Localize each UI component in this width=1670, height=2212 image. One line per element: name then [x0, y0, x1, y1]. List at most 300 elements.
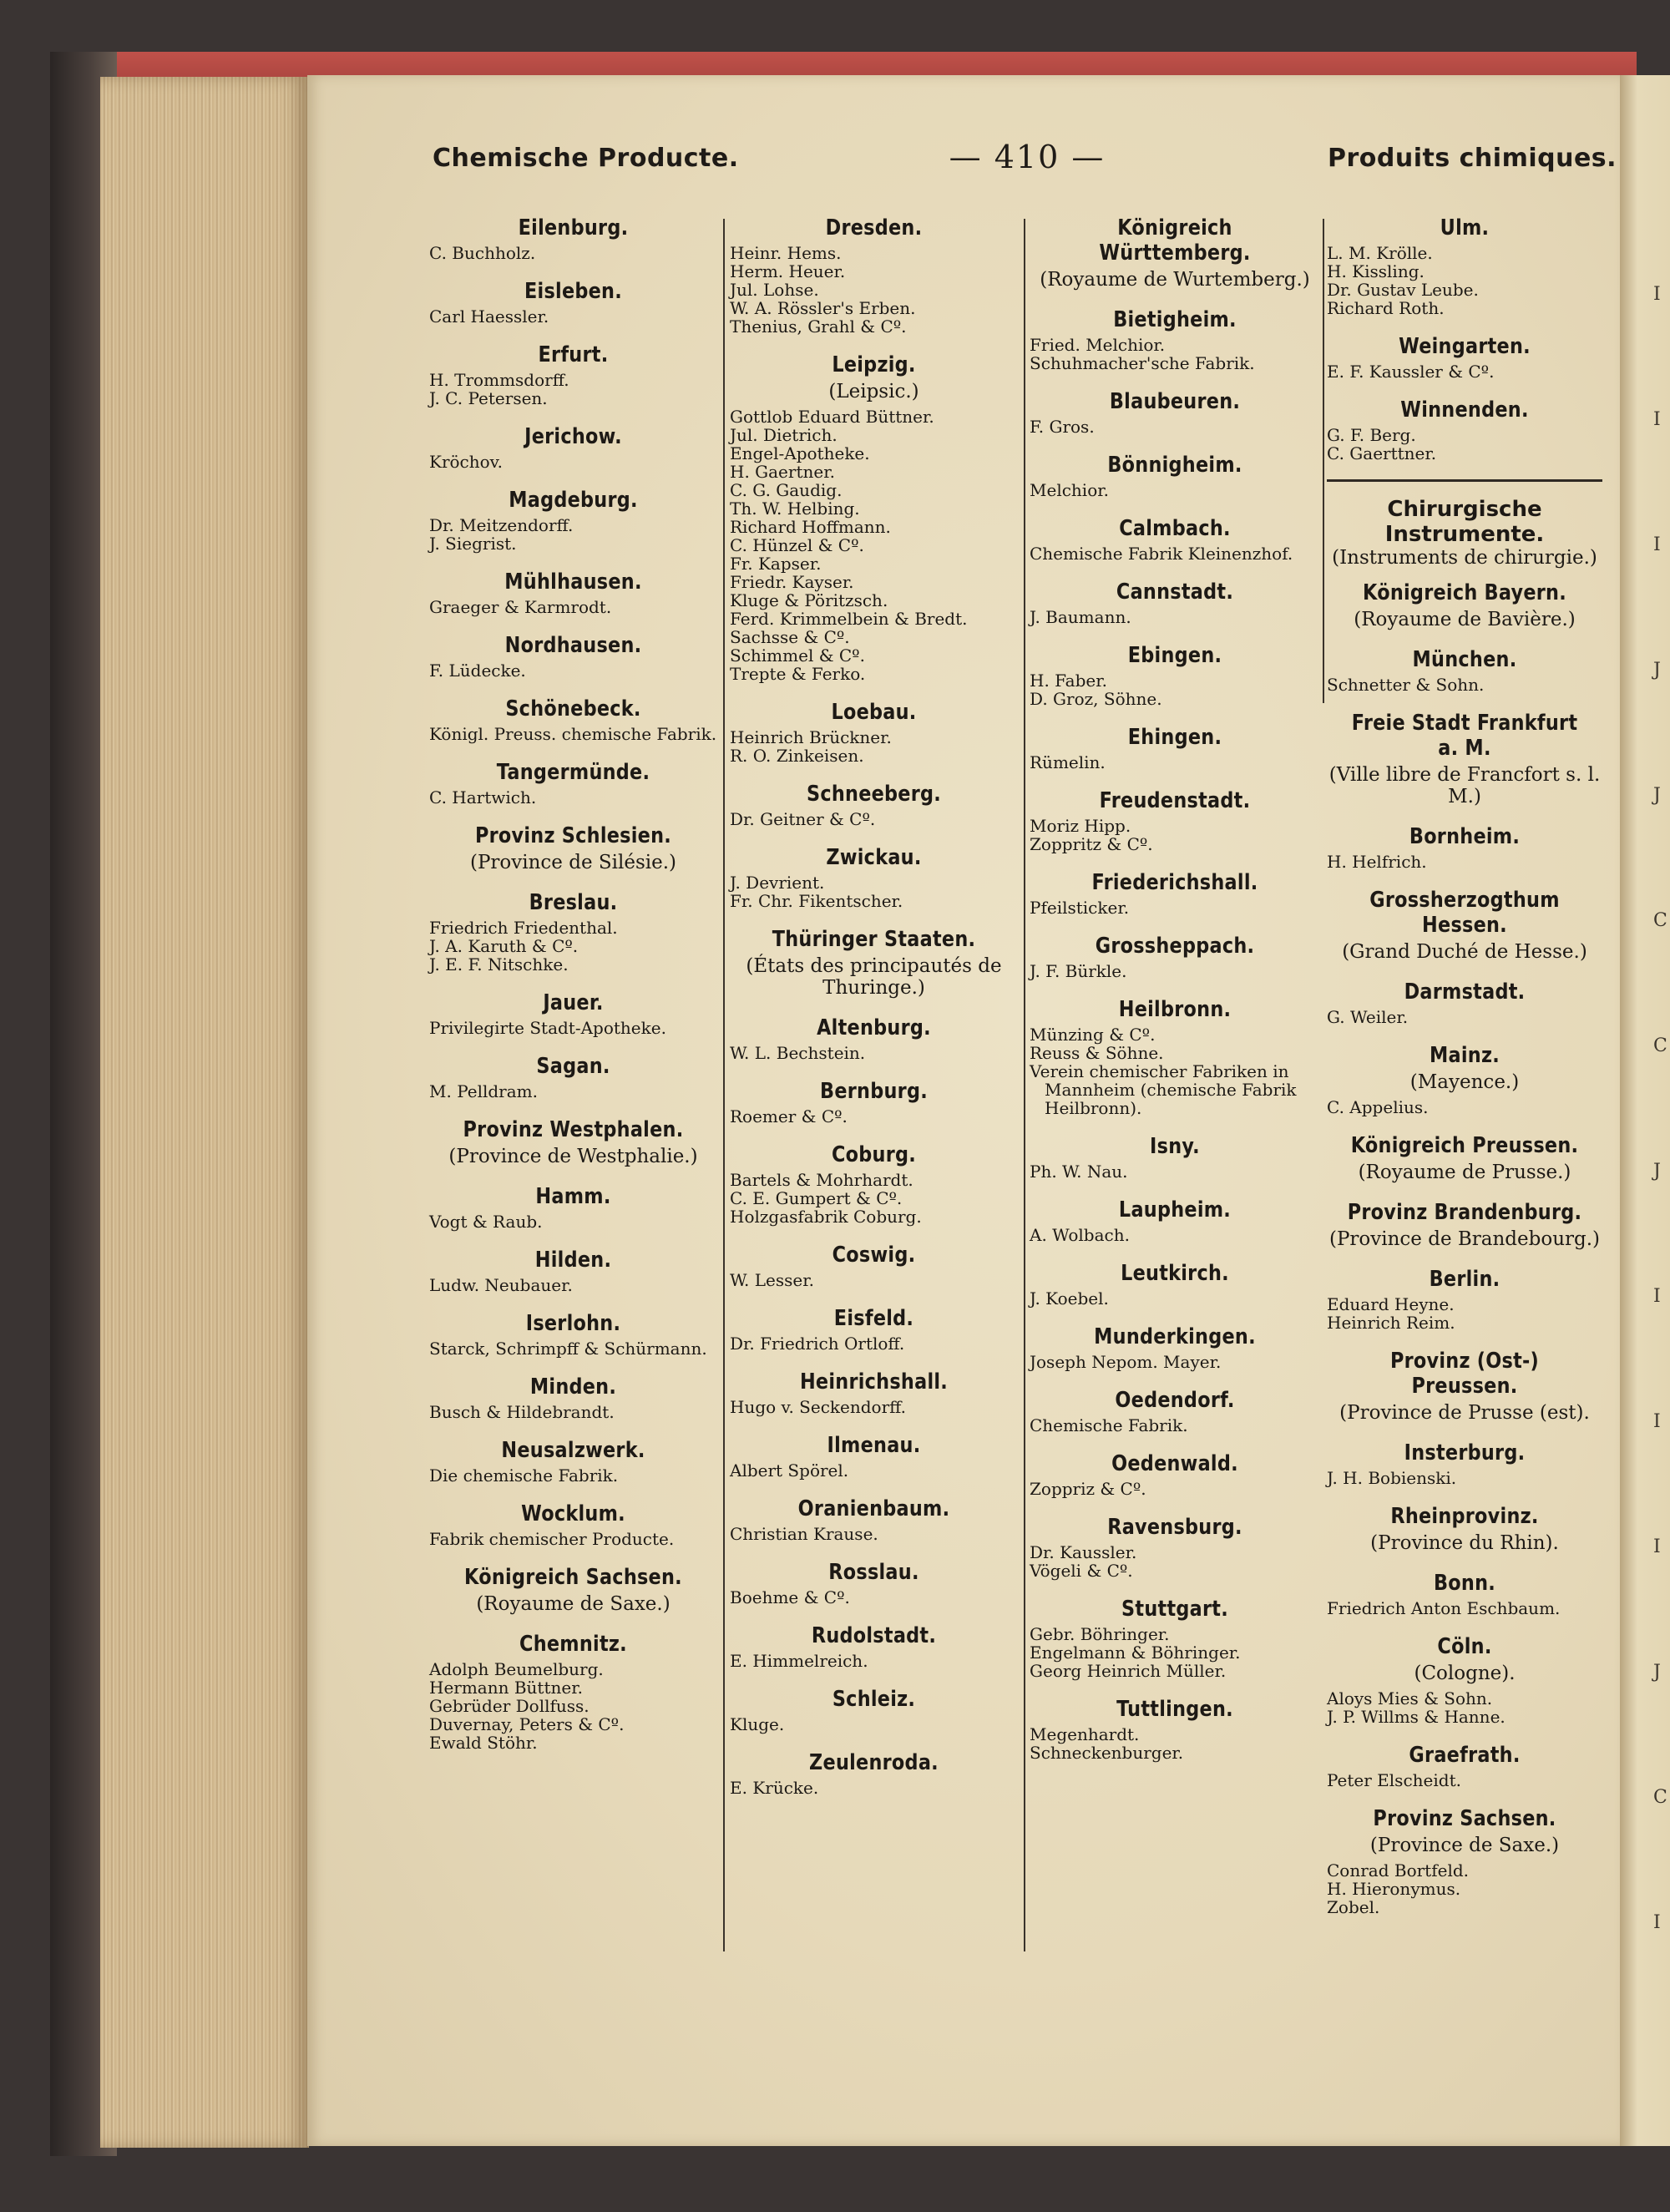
directory-section — [429, 1501, 717, 1548]
place-heading: Blaubeuren. — [1109, 389, 1241, 414]
firm-entry: Friedr. Kayser. — [730, 572, 854, 592]
directory-section — [1327, 1043, 1602, 1116]
place-heading: Ebingen. — [1127, 643, 1222, 668]
directory-section — [429, 990, 717, 1037]
place-subheading: (Province de Saxe.) — [1369, 1835, 1560, 1856]
firm-entry: Boehme & Cº. — [730, 1587, 850, 1607]
directory-section — [1030, 870, 1320, 917]
firm-entry: Dr. Meitzendorff. — [429, 515, 574, 535]
place-heading: Sagan. — [536, 1054, 610, 1079]
directory-section — [1327, 824, 1602, 871]
firm-entry: Ph. W. Nau. — [1030, 1162, 1128, 1182]
firm-entry: Gebr. Böhringer. — [1030, 1624, 1170, 1644]
place-heading: München. — [1412, 647, 1517, 672]
directory-section — [1327, 334, 1602, 381]
directory-section — [429, 760, 717, 807]
place-heading: Leutkirch. — [1121, 1261, 1229, 1286]
place-heading: Königreich Bayern. — [1363, 580, 1566, 605]
directory-section — [1327, 1504, 1602, 1554]
firm-entry: Trepte & Ferko. — [730, 664, 866, 684]
place-heading: Laupheim. — [1118, 1197, 1232, 1222]
place-subheading: (Ville libre de Francfort s. l. M.) — [1328, 764, 1601, 807]
firm-entry: Friedrich Friedenthal. — [429, 918, 618, 938]
firm-entry: D. Groz, Söhne. — [1030, 689, 1162, 709]
firm-entry: H. Trommsdorff. — [429, 370, 569, 390]
firm-entry: C. E. Gumpert & Cº. — [730, 1188, 903, 1208]
directory-section — [1327, 215, 1602, 317]
directory-section — [1327, 1743, 1602, 1789]
column-rule-1 — [723, 219, 725, 1951]
place-heading: Mainz. — [1430, 1043, 1500, 1068]
firm-entry: Ewald Stöhr. — [429, 1733, 538, 1753]
place-heading: Provinz (Ost-) Preussen. — [1389, 1349, 1540, 1399]
firm-entry: Kröchov. — [429, 452, 503, 472]
place-subheading: (États des principautés de Thuringe.) — [746, 955, 1002, 999]
place-heading: Coswig. — [832, 1243, 916, 1268]
place-heading: Königreich Preussen. — [1350, 1133, 1579, 1158]
firm-entry: Busch & Hildebrandt. — [429, 1402, 615, 1422]
directory-section — [730, 1079, 1018, 1126]
firm-entry: Th. W. Helbing. — [730, 499, 860, 519]
directory-section — [1030, 1697, 1320, 1762]
firm-entry: Ferd. Krimmelbein & Bredt. — [730, 609, 968, 629]
directory-section — [730, 1560, 1018, 1607]
column-4-top — [1327, 215, 1602, 463]
place-subheading: (Grand Duché de Hesse.) — [1342, 941, 1587, 963]
next-page-glyph: I — [1653, 1536, 1661, 1557]
directory-section — [429, 488, 717, 553]
place-heading: Grossheppach. — [1095, 934, 1255, 959]
place-heading: Königreich Sachsen. — [464, 1565, 682, 1590]
directory-section — [1030, 725, 1320, 772]
column-4-bottom — [1327, 580, 1602, 1916]
directory-section — [429, 342, 717, 407]
next-page-glyph: I — [1653, 1411, 1661, 1432]
firm-entry: Münzing & Cº. — [1030, 1025, 1156, 1045]
directory-section — [429, 424, 717, 471]
directory-section — [429, 1054, 717, 1101]
column-2 — [730, 215, 1018, 1814]
place-heading: Oedendorf. — [1115, 1388, 1235, 1413]
directory-section — [730, 700, 1018, 765]
place-heading: Altenburg. — [817, 1015, 931, 1040]
place-subheading: (Royaume de Saxe.) — [476, 1593, 671, 1615]
firm-entry: C. G. Gaudig. — [730, 480, 843, 500]
place-heading: Berlin. — [1429, 1267, 1500, 1292]
firm-entry: Starck, Schrimpff & Schürmann. — [429, 1339, 707, 1359]
directory-section — [429, 569, 717, 616]
place-heading: Dresden. — [825, 215, 923, 240]
firm-entry: Engelmann & Böhringer. — [1030, 1643, 1241, 1663]
directory-section — [429, 1117, 717, 1167]
directory-section — [730, 1369, 1018, 1416]
place-heading: Tangermünde. — [496, 760, 650, 785]
place-subheading: (Royaume de Prusse.) — [1358, 1162, 1571, 1183]
directory-section — [1030, 1451, 1320, 1498]
firm-entry: Gebrüder Dollfuss. — [429, 1696, 590, 1716]
place-subheading: (Leipsic.) — [828, 381, 919, 402]
firm-entry: J. Koebel. — [1030, 1288, 1109, 1308]
firm-entry: H. Hieronymus. — [1327, 1879, 1461, 1899]
place-heading: Ilmenau. — [827, 1433, 921, 1458]
directory-section — [1030, 997, 1320, 1117]
directory-section — [730, 352, 1018, 683]
column-3 — [1030, 215, 1320, 1779]
category-rule — [1327, 479, 1602, 482]
firm-entry: J. H. Bobienski. — [1327, 1468, 1457, 1488]
firm-entry: L. M. Krölle. — [1327, 243, 1433, 263]
place-heading: Schönebeck. — [505, 696, 641, 721]
firm-entry: H. Helfrich. — [1327, 852, 1427, 872]
next-page-glyph: J — [1653, 1161, 1661, 1182]
directory-section — [1030, 215, 1320, 291]
next-page-glyph: I — [1653, 284, 1661, 305]
column-4 — [1327, 215, 1602, 1933]
firm-entry: Herm. Heuer. — [730, 261, 846, 281]
firm-entry: Vögeli & Cº. — [1030, 1561, 1133, 1581]
directory-section — [1030, 1597, 1320, 1680]
place-subheading: (Province de Prusse (est). — [1339, 1402, 1590, 1424]
place-heading: Bönnigheim. — [1107, 453, 1242, 478]
firm-entry: Jul. Dietrich. — [730, 425, 838, 445]
firm-entry: Sachsse & Cº. — [730, 627, 850, 647]
place-heading: Eisfeld. — [833, 1306, 914, 1331]
directory-section — [1030, 389, 1320, 436]
directory-section — [1327, 1634, 1602, 1726]
firm-entry: Roemer & Cº. — [730, 1106, 848, 1126]
directory-section — [1327, 979, 1602, 1026]
directory-section — [730, 782, 1018, 828]
firm-entry: Dr. Friedrich Ortloff. — [730, 1334, 905, 1354]
place-subheading: (Province de Westphalie.) — [448, 1146, 698, 1167]
directory-section — [429, 1184, 717, 1231]
place-heading: Graefrath. — [1409, 1743, 1521, 1768]
firm-entry: Aloys Mies & Sohn. — [1327, 1688, 1493, 1708]
place-heading: Darmstadt. — [1404, 979, 1526, 1005]
next-page-glyph: C — [1653, 910, 1667, 931]
place-subheading: (Cologne). — [1414, 1663, 1516, 1684]
directory-section — [1030, 1197, 1320, 1244]
firm-entry: Fried. Melchior. — [1030, 335, 1166, 355]
firm-entry: Fabrik chemischer Producte. — [429, 1529, 675, 1549]
directory-section — [429, 1374, 717, 1421]
firm-entry: H. Faber. — [1030, 671, 1107, 691]
directory-section — [730, 1750, 1018, 1797]
firm-entry: E. Krücke. — [730, 1778, 819, 1798]
firm-entry: Fr. Chr. Fikentscher. — [730, 891, 903, 911]
place-heading: Provinz Sachsen. — [1373, 1806, 1556, 1831]
firm-entry: Carl Haessler. — [429, 306, 549, 326]
directory-section — [1327, 1806, 1602, 1916]
firm-entry: J. Devrient. — [730, 873, 825, 893]
place-heading: Cannstadt. — [1116, 580, 1234, 605]
firm-entry: J. C. Petersen. — [429, 388, 548, 408]
place-heading: Heilbronn. — [1118, 997, 1232, 1022]
firm-entry: Rümelin. — [1030, 752, 1106, 772]
place-heading: Leipzig. — [832, 352, 916, 377]
directory-section — [429, 890, 717, 974]
place-heading: Grossherzogthum Hessen. — [1369, 888, 1560, 938]
firm-entry: Verein chemischer Fabriken in Mannheim (chemische Fabrik Heilbronn). — [1030, 1061, 1297, 1118]
directory-section — [730, 1306, 1018, 1353]
place-heading: Jerichow. — [524, 424, 622, 449]
firm-entry: Schimmel & Cº. — [730, 645, 865, 666]
place-heading: Mühlhausen. — [504, 569, 642, 595]
next-page-glyph: J — [1653, 660, 1661, 681]
place-heading: Insterburg. — [1404, 1440, 1526, 1465]
place-heading: Jauer. — [543, 990, 604, 1015]
directory-section — [1030, 453, 1320, 499]
place-heading: Eisleben. — [524, 279, 622, 304]
directory-section — [429, 1565, 717, 1615]
firm-entry: H. Kissling. — [1327, 261, 1425, 281]
place-heading: Nordhausen. — [504, 633, 642, 658]
place-subheading: (Province de Brandebourg.) — [1328, 1228, 1601, 1250]
firm-entry: J. E. F. Nitschke. — [429, 954, 569, 974]
place-heading: Provinz Brandenburg. — [1347, 1200, 1582, 1225]
place-heading: Stuttgart. — [1121, 1597, 1228, 1622]
place-heading: Rudolstadt. — [811, 1623, 937, 1648]
firm-entry: Duvernay, Peters & Cº. — [429, 1714, 625, 1734]
directory-section — [730, 1623, 1018, 1670]
firm-entry: Chemische Fabrik Kleinenzhof. — [1030, 544, 1293, 564]
firm-entry: J. P. Willms & Hanne. — [1327, 1707, 1506, 1727]
place-subheading: (Royaume de Wurtemberg.) — [1040, 269, 1310, 291]
place-heading: Coburg. — [831, 1142, 917, 1167]
place-heading: Oedenwald. — [1111, 1451, 1238, 1476]
directory-section — [730, 845, 1018, 910]
firm-entry: Zobel. — [1327, 1897, 1380, 1917]
firm-entry: Vogt & Raub. — [429, 1212, 543, 1232]
place-heading: Neusalzwerk. — [501, 1438, 645, 1463]
directory-section — [730, 1142, 1018, 1226]
firm-entry: C. Gaerttner. — [1327, 443, 1437, 463]
directory-section — [1327, 1571, 1602, 1617]
directory-section — [1030, 1388, 1320, 1435]
firm-entry: Zoppriz & Cº. — [1030, 1479, 1146, 1499]
firm-entry: Heinrich Reim. — [1327, 1313, 1455, 1333]
firm-entry: Peter Elscheidt. — [1327, 1770, 1461, 1790]
firm-entry: Kluge. — [730, 1714, 785, 1734]
directory-section — [1327, 1440, 1602, 1487]
directory-section — [429, 1632, 717, 1752]
directory-section — [730, 1243, 1018, 1289]
firm-entry: A. Wolbach. — [1030, 1225, 1130, 1245]
directory-section — [429, 633, 717, 680]
place-subheading: (Province de Silésie.) — [469, 852, 677, 873]
firm-entry: Hermann Büttner. — [429, 1678, 583, 1698]
firm-entry: Joseph Nepom. Mayer. — [1030, 1352, 1222, 1372]
firm-entry: G. Weiler. — [1327, 1007, 1409, 1027]
place-heading: Tuttlingen. — [1116, 1697, 1233, 1722]
place-heading: Loebau. — [831, 700, 917, 725]
firm-entry: J. Siegrist. — [429, 534, 517, 554]
directory-section — [1030, 580, 1320, 626]
place-heading: Cöln. — [1437, 1634, 1492, 1659]
firm-entry: F. Gros. — [1030, 417, 1095, 437]
directory-section — [1327, 711, 1602, 807]
firm-entry: C. Hünzel & Cº. — [730, 535, 864, 555]
firm-entry: H. Gaertner. — [730, 462, 835, 482]
next-page-glyph: J — [1653, 1662, 1661, 1683]
header-left-title: Chemische Producte. — [433, 144, 739, 173]
firm-entry: Albert Spörel. — [730, 1460, 849, 1481]
directory-section — [1327, 580, 1602, 630]
place-heading: Schneeberg. — [806, 782, 942, 807]
directory-section — [429, 696, 717, 743]
place-heading: Thüringer Staaten. — [772, 927, 976, 952]
firm-entry: Bartels & Mohrhardt. — [730, 1170, 913, 1190]
place-heading: Ulm. — [1440, 215, 1490, 240]
directory-section — [1030, 516, 1320, 563]
column-rule-3 — [1323, 219, 1324, 703]
place-heading: Hamm. — [535, 1184, 611, 1209]
place-heading: Bornheim. — [1409, 824, 1521, 849]
place-heading: Zwickau. — [826, 845, 922, 870]
directory-section — [730, 215, 1018, 336]
column-1 — [429, 215, 717, 1769]
firm-entry: Georg Heinrich Müller. — [1030, 1661, 1227, 1681]
place-heading: Iserlohn. — [525, 1311, 621, 1336]
firm-entry: Schneckenburger. — [1030, 1743, 1184, 1763]
firm-entry: C. Appelius. — [1327, 1097, 1429, 1117]
next-page-glyph: I — [1653, 534, 1661, 555]
firm-entry: Richard Hoffmann. — [730, 517, 891, 537]
firm-entry: Königl. Preuss. chemische Fabrik. — [429, 724, 717, 744]
directory-section — [429, 1311, 717, 1358]
place-heading: Provinz Schlesien. — [474, 823, 672, 848]
column-rule-2 — [1024, 219, 1025, 1951]
place-heading: Bernburg. — [820, 1079, 928, 1104]
firm-entry: Engel-Apotheke. — [730, 443, 870, 463]
firm-entry: Ludw. Neubauer. — [429, 1275, 573, 1295]
firm-entry: C. Buchholz. — [429, 243, 536, 263]
firm-entry: Moriz Hipp. — [1030, 816, 1131, 836]
firm-entry: Melchior. — [1030, 480, 1109, 500]
directory-section — [1030, 307, 1320, 372]
firm-entry: Richard Roth. — [1327, 298, 1445, 318]
header-right-title: Produits chimiques. — [1328, 144, 1617, 173]
firm-entry: Jul. Lohse. — [730, 280, 819, 300]
firm-entry: Pfeilsticker. — [1030, 898, 1130, 918]
firm-entry: Dr. Geitner & Cº. — [730, 809, 876, 829]
next-page-edge — [1620, 75, 1670, 2146]
place-heading: Freudenstadt. — [1099, 788, 1251, 813]
firm-entry: Die chemische Fabrik. — [429, 1465, 619, 1486]
firm-entry: Zoppritz & Cº. — [1030, 834, 1153, 854]
place-heading: Ravensburg. — [1107, 1515, 1242, 1540]
directory-section — [1327, 1267, 1602, 1332]
page-edges — [100, 77, 309, 2148]
firm-entry: J. F. Bürkle. — [1030, 961, 1127, 981]
firm-entry: W. L. Bechstein. — [730, 1043, 866, 1063]
directory-section — [1327, 1200, 1602, 1250]
category-title: Chirurgische Instrumente. — [1384, 497, 1545, 547]
next-page-glyph: C — [1653, 1035, 1667, 1056]
directory-section — [1030, 643, 1320, 708]
directory-section — [1327, 647, 1602, 694]
place-heading: Chemnitz. — [519, 1632, 627, 1657]
directory-section — [1030, 934, 1320, 980]
firm-entry: E. F. Kaussler & Cº. — [1327, 362, 1495, 382]
firm-entry: J. A. Karuth & Cº. — [429, 936, 579, 956]
place-subheading: (Mayence.) — [1409, 1071, 1520, 1093]
directory-section — [429, 1438, 717, 1485]
firm-entry: Christian Krause. — [730, 1524, 878, 1544]
directory-section — [730, 1687, 1018, 1734]
directory-section — [1327, 888, 1602, 963]
next-page-glyph: C — [1653, 1787, 1667, 1808]
directory-section — [730, 1496, 1018, 1543]
directory-section — [1327, 1133, 1602, 1183]
place-heading: Calmbach. — [1119, 516, 1231, 541]
next-page-glyph: I — [1653, 409, 1661, 430]
directory-section — [1030, 1261, 1320, 1308]
place-heading: Heinrichshall. — [799, 1369, 949, 1395]
directory-section — [429, 1248, 717, 1294]
firm-entry: Schuhmacher'sche Fabrik. — [1030, 353, 1255, 373]
directory-section — [730, 927, 1018, 999]
firm-entry: E. Himmelreich. — [730, 1651, 868, 1671]
directory-section — [1030, 1134, 1320, 1181]
directory-section — [1030, 788, 1320, 853]
place-heading: Breslau. — [529, 890, 618, 915]
directory-section — [730, 1433, 1018, 1480]
firm-entry: Dr. Kaussler. — [1030, 1542, 1137, 1562]
firm-entry: Eduard Heyne. — [1327, 1294, 1455, 1314]
place-heading: Provinz Westphalen. — [463, 1117, 684, 1142]
firm-entry: Thenius, Grahl & Cº. — [730, 316, 907, 337]
firm-entry: G. F. Berg. — [1327, 425, 1416, 445]
place-heading: Freie Stadt Frankfurt a. M. — [1351, 711, 1578, 761]
place-heading: Hilden. — [534, 1248, 612, 1273]
firm-entry: M. Pelldram. — [429, 1081, 538, 1101]
firm-entry: R. O. Zinkeisen. — [730, 746, 864, 766]
directory-section — [1327, 1349, 1602, 1424]
place-heading: Minden. — [529, 1374, 617, 1400]
firm-entry: Conrad Bortfeld. — [1327, 1860, 1469, 1880]
place-heading: Rosslau. — [828, 1560, 919, 1585]
firm-entry: W. A. Rössler's Erben. — [730, 298, 916, 318]
place-heading: Königreich Württemberg. — [1099, 215, 1251, 266]
page-number: — 410 — — [949, 139, 1106, 175]
directory-section — [1030, 1515, 1320, 1580]
directory-section — [1030, 1324, 1320, 1371]
place-heading: Weingarten. — [1399, 334, 1531, 359]
directory-section — [429, 215, 717, 262]
place-heading: Schleiz. — [832, 1687, 916, 1712]
firm-entry: C. Hartwich. — [429, 787, 537, 807]
firm-entry: Chemische Fabrik. — [1030, 1415, 1188, 1435]
place-heading: Bietigheim. — [1113, 307, 1237, 332]
firm-entry: Fr. Kapser. — [730, 554, 822, 574]
category-subtitle: (Instruments de chirurgie.) — [1332, 547, 1597, 569]
firm-entry: Privilegirte Stadt-Apotheke. — [429, 1018, 666, 1038]
place-heading: Wocklum. — [521, 1501, 625, 1526]
place-heading: Magdeburg. — [509, 488, 638, 513]
place-subheading: (Royaume de Bavière.) — [1354, 609, 1576, 630]
next-page-glyph: I — [1653, 1912, 1661, 1933]
firm-entry: Dr. Gustav Leube. — [1327, 280, 1479, 300]
firm-entry: Gottlob Eduard Büttner. — [730, 407, 934, 427]
place-heading: Isny. — [1150, 1134, 1200, 1159]
directory-section — [429, 279, 717, 326]
place-heading: Erfurt. — [538, 342, 609, 367]
place-heading: Zeulenroda. — [809, 1750, 939, 1775]
directory-section — [429, 823, 717, 873]
place-heading: Eilenburg. — [518, 215, 629, 240]
firm-entry: Megenhardt. — [1030, 1724, 1140, 1744]
